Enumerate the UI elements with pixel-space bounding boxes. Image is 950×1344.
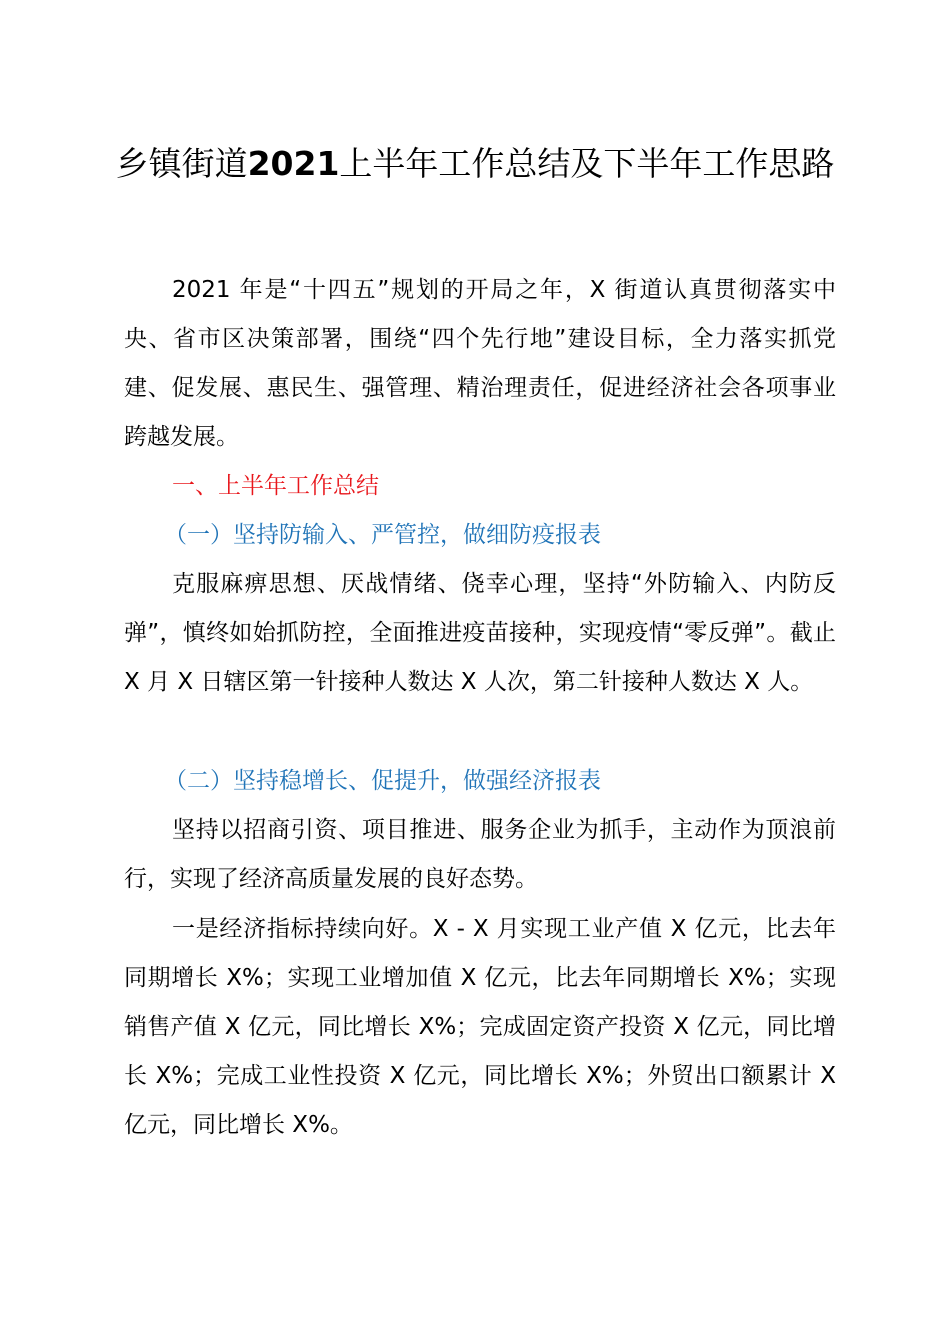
title-suffix: 上半年工作总结及下半年工作思路 — [339, 144, 835, 183]
subsection-heading-epidemic: （一）坚持防输入、严管控，做细防疫报表 — [164, 522, 601, 548]
title-prefix: 乡镇街道 — [115, 144, 248, 183]
indicators-paragraph: 一是经济指标持续向好。X - X 月实现工业产值 X 亿元，比去年同期增长 X%；实现工业增加值 X 亿元，比去年同期增长 X%；实现销售产值 X 亿元，同比增长 X%；完成固定资产投资 X 亿元，同比增长 X%；完成工业性投资 X 亿元，同比增长 X%；外贸出口额累计 X 亿元，同比增长 X%。 — [124, 916, 836, 1138]
title-year: 2021 — [247, 144, 340, 183]
document-title — [100, 140, 850, 188]
economy-paragraph: 坚持以招商引资、项目推进、服务企业为抓手，主动作为顶浪前行，实现了经济高质量发展的良好态势。 — [124, 817, 836, 892]
subsection-heading-economy: （二）坚持稳增长、促提升，做强经济报表 — [164, 768, 601, 794]
section-heading-summary: 一、上半年工作总结 — [172, 473, 379, 499]
intro-paragraph: 2021 年是“十四五”规划的开局之年，X 街道认真贯彻落实中央、省市区决策部署，围绕“四个先行地”建设目标，全力落实抓党建、促发展、惠民生、强管理、精治理责任，促进经济社会各项事业跨越发展。 — [124, 277, 836, 450]
epidemic-paragraph: 克服麻痹思想、厌战情绪、侥幸心理，坚持“外防输入、内防反弹”，慎终如始抓防控，全面推进疫苗接种，实现疫情“零反弹”。截止 X 月 X 日辖区第一针接种人数达 X 人次，第二针接种人数达 X 人。 — [124, 571, 836, 695]
